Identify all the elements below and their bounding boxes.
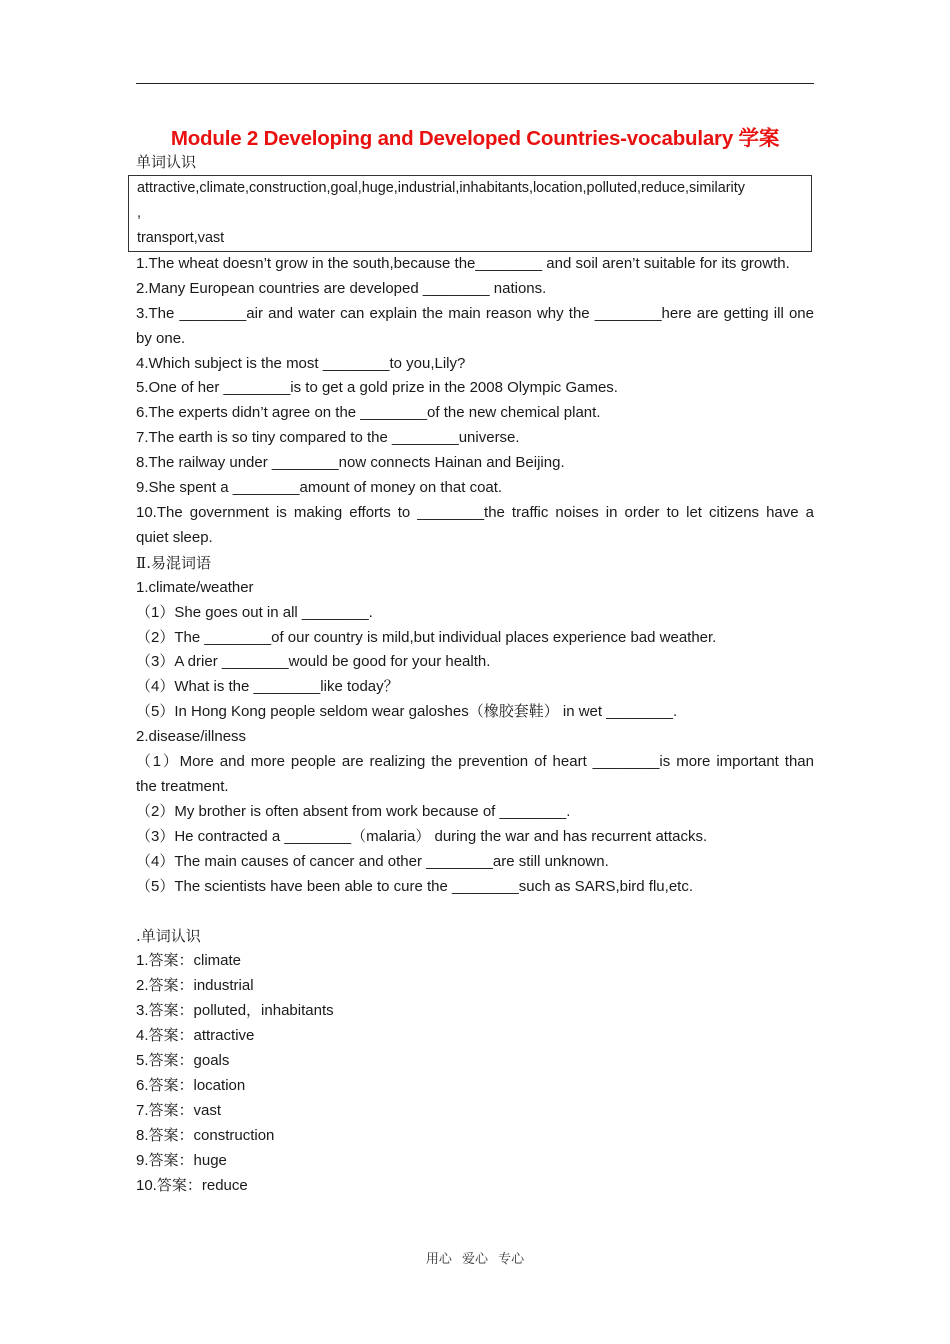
group-disease-illness — [136, 725, 814, 899]
group-item: （3）A drier ________would be good for your health. — [136, 653, 491, 671]
answer-item: 10.答案：reduce — [136, 1176, 248, 1194]
word-box — [128, 175, 812, 252]
question-line: 9.She spent a ________amount of money on that coat. — [136, 479, 503, 497]
question-line: by one. — [136, 329, 186, 347]
answer-item: 5.答案：goals — [136, 1052, 230, 1069]
question-line: 3.The ________air and water can explain the main reason why the ________here are getting ill one — [136, 304, 814, 322]
question-line: 6.The experts didn’t agree on the ________of the new chemical plant. — [136, 404, 601, 422]
group-item: （5）In Hong Kong people seldom wear galoshes（橡胶套鞋） in wet ________. — [136, 703, 678, 721]
header-rule — [136, 83, 814, 84]
answer-item: 3.答案：polluted，inhabitants — [136, 1002, 334, 1020]
answer-item: 6.答案：location — [136, 1076, 246, 1094]
group-item: （2）My brother is often absent from work because of ________. — [136, 802, 571, 820]
group-item: （5）The scientists have been able to cure the ________such as SARS,bird flu,etc. — [136, 877, 693, 895]
question-line: 7.The earth is so tiny compared to the ________universe. — [136, 429, 520, 447]
answer-item: 8.答案：construction — [136, 1126, 275, 1144]
answers-heading: .单词认识 — [136, 927, 201, 946]
question-line: quiet sleep. — [136, 528, 213, 546]
answer-item: 7.答案：vast — [136, 1101, 222, 1119]
answer-item: 9.答案：huge — [136, 1151, 227, 1169]
question-line: 8.The railway under ________now connects Hainan and Beijing. — [136, 454, 565, 472]
word-box-line: , — [137, 204, 141, 221]
answer-item: 4.答案：attractive — [136, 1027, 255, 1045]
word-box-line: attractive,climate,construction,goal,huge,industrial,inhabitants,location,polluted,reduce,similarity — [137, 179, 745, 196]
group-item: （3）He contracted a ________（malaria） during the war and has recurrent attacks. — [136, 827, 708, 845]
document-body — [136, 150, 814, 1198]
group-item: （1）More and more people are realizing the prevention of heart ________is more important than — [136, 753, 814, 771]
group-heading: 2.disease/illness — [136, 728, 247, 746]
page-title: Module 2 Developing and Developed Countries-vocabulary 学案 — [170, 127, 780, 150]
question-line: 1.The wheat doesn’t grow in the south,because the________ and soil aren’t suitable for its growth. — [136, 254, 790, 272]
group-item: （4）The main causes of cancer and other ________are still unknown. — [136, 852, 609, 870]
group-item: the treatment. — [136, 777, 229, 795]
spacer — [136, 899, 814, 924]
question-line: 10.The government is making efforts to ________the traffic noises in order to let citizens have a — [136, 503, 814, 521]
question-line: 2.Many European countries are developed ________ nations. — [136, 279, 547, 297]
group-climate-weather — [136, 576, 814, 725]
answer-list — [136, 949, 814, 1198]
group-heading: 1.climate/weather — [136, 578, 254, 596]
section1-heading: 单词认识 — [136, 153, 197, 171]
section1-questions — [136, 252, 814, 551]
section2-heading: Ⅱ.易混词语 — [136, 553, 211, 572]
answer-item: 2.答案：industrial — [136, 977, 254, 995]
answer-item: 1.答案：climate — [136, 952, 242, 970]
question-line: 4.Which subject is the most ________to you,Lily? — [136, 354, 466, 372]
page-footer: 用心 爱心 专心 — [425, 1252, 525, 1267]
question-line: 5.One of her ________is to get a gold prize in the 2008 Olympic Games. — [136, 379, 618, 397]
group-item: （1）She goes out in all ________. — [136, 603, 373, 621]
group-item: （2）The ________of our country is mild,but individual places experience bad weather. — [136, 628, 717, 646]
word-box-line: transport,vast — [137, 229, 225, 246]
group-item: （4）What is the ________like today？ — [136, 678, 399, 696]
